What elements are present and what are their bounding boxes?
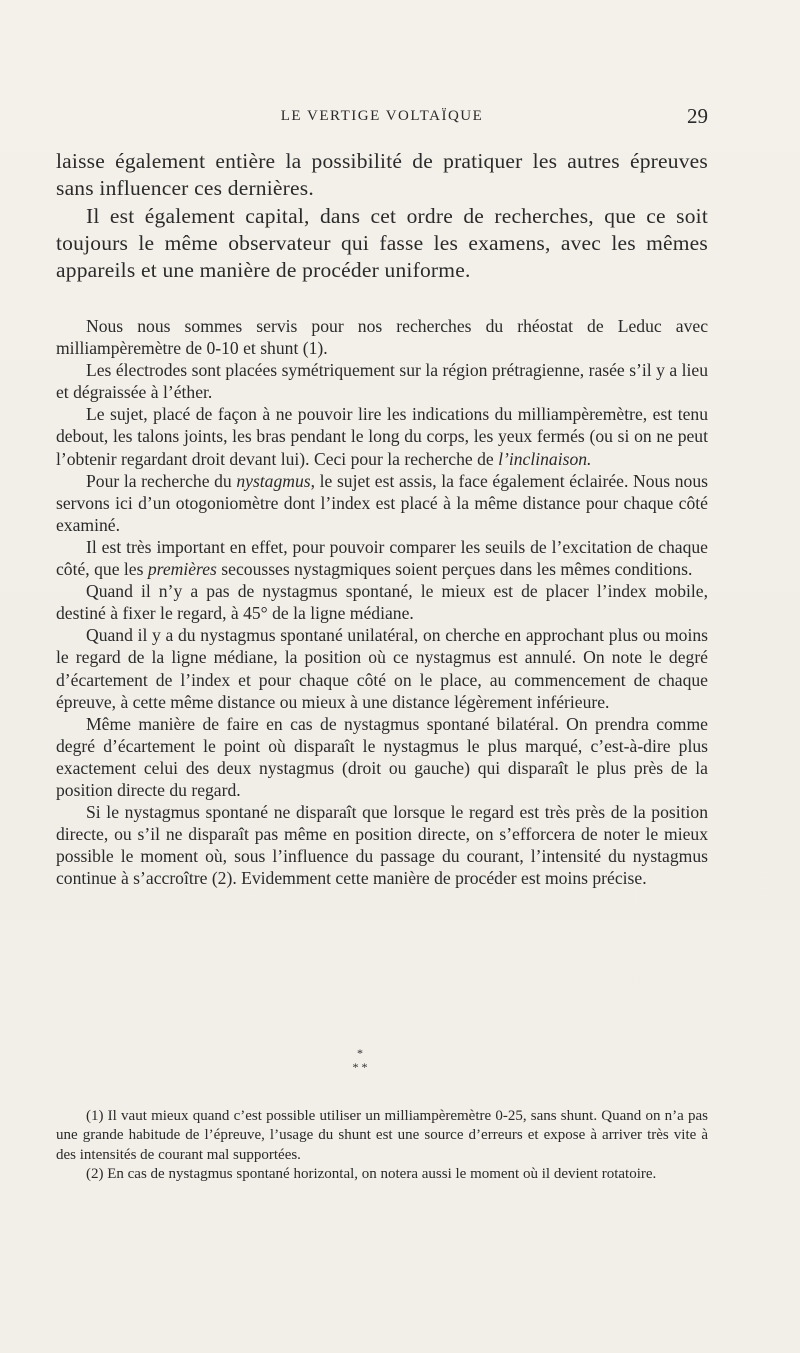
main-text-block	[56, 315, 708, 889]
footnote-1: (1) Il vaut mieux quand c’est possible utiliser un milliampèremètre 0-25, sans shunt. Quand on n’a pas une grande habitude de l’épreuve, l’usage du shunt est une source d’erreurs et expose à arriver très vite à des intensités de courant mal supportées.	[56, 1108, 708, 1163]
lead-paragraph-continued: laisse également entière la possibilité de pratiquer les autres épreuves sans influencer ces dernières.	[56, 149, 708, 201]
text-run: secousses nystagmiques soient perçues dans les mêmes conditions.	[216, 559, 693, 580]
italic-term-nystagmus: nystagmus	[236, 470, 311, 491]
ornament-stars-bottom: * *	[352, 1060, 368, 1074]
italic-term-premieres: premières	[147, 559, 217, 580]
ornament-star-top: *	[357, 1046, 363, 1060]
paragraph-electrodes: Les électrodes sont placées symétriquement sur la région prétragienne, rasée s’il y a lieu et dégraissée à l’éther.	[56, 360, 708, 403]
text-run: Le sujet, placé de façon à ne pouvoir lire les indications du milliampèremètre, est tenu debout, les talons joints, les bras pendant le long du corps, les yeux fermés (ou si on ne peut l’obtenir regardant droit devant lui). Ceci pour la recherche de	[56, 404, 708, 469]
paragraph-inclinaison	[56, 403, 708, 469]
page-number: 29	[687, 104, 708, 128]
paragraph-nystagmus	[56, 470, 708, 536]
paragraph-no-spontaneous: Quand il n’y a pas de nystagmus spontané, le mieux est de placer l’index mobile, destiné à fixer le regard, à 45° de la ligne médiane.	[56, 581, 708, 624]
text-run: Pour la recherche du	[86, 470, 237, 491]
paragraph-direct-position: Si le nystagmus spontané ne disparaît que lorsque le regard est très près de la position directe, ou s’il ne disparaît pas même en position directe, on s’efforcera de noter le mieux possible le moment où, sous l’influence du passage du courant, l’intensité du nystagmus continue à s’accroître (2). Evidemment cette manière de procéder est moins précise.	[56, 802, 708, 889]
footnotes-block	[56, 1107, 708, 1184]
paragraph-bilateral: Même manière de faire en cas de nystagmus spontané bilatéral. On prendra comme degré d’écartement le point où disparaît le nystagmus le plus marqué, c’est-à-dire plus exactement celui des deux nystagmus (droit ou gauche) qui disparaît le plus près de la position directe du regard.	[56, 713, 708, 800]
lead-paragraph: Il est également capital, dans cet ordre de recherches, que ce soit toujours le même observateur qui fasse les examens, avec les mêmes appareils et une manière de procéder uniforme.	[56, 203, 708, 283]
running-title: LE VERTIGE VOLTAÏQUE	[280, 108, 484, 124]
text-run: , le sujet est assis, la face également éclairée. Nous nous servons ici d’un otogoniomètre dont l’index est placé à la même distance pour chaque côté examiné.	[56, 470, 708, 535]
running-head	[56, 106, 708, 130]
section-ornament	[320, 1046, 400, 1074]
paragraph-unilateral: Quand il y a du nystagmus spontané unilatéral, on cherche en approchant plus ou moins le regard de la ligne médiane, la position où ce nystagmus est annulé. On note le degré d’écartement de l’index et pour chaque côté on le place, au commencement de chaque épreuve, à cette même distance ou mieux à une distance légèrement inférieure.	[56, 625, 708, 712]
paragraph-seuils	[56, 536, 708, 580]
footnote-2: (2) En cas de nystagmus spontané horizontal, on notera aussi le moment où il devient rotatoire.	[86, 1165, 657, 1182]
text-run: Il est très important en effet, pour pouvoir comparer les seuils de l’excitation de chaque côté, que les	[56, 536, 708, 580]
italic-term-inclinaison: l’inclinaison.	[498, 448, 592, 469]
lead-text-block	[56, 148, 708, 284]
paragraph-rheostat: Nous nous sommes servis pour nos recherches du rhéostat de Leduc avec milliampèremètre de 0-10 et shunt (1).	[56, 316, 708, 359]
